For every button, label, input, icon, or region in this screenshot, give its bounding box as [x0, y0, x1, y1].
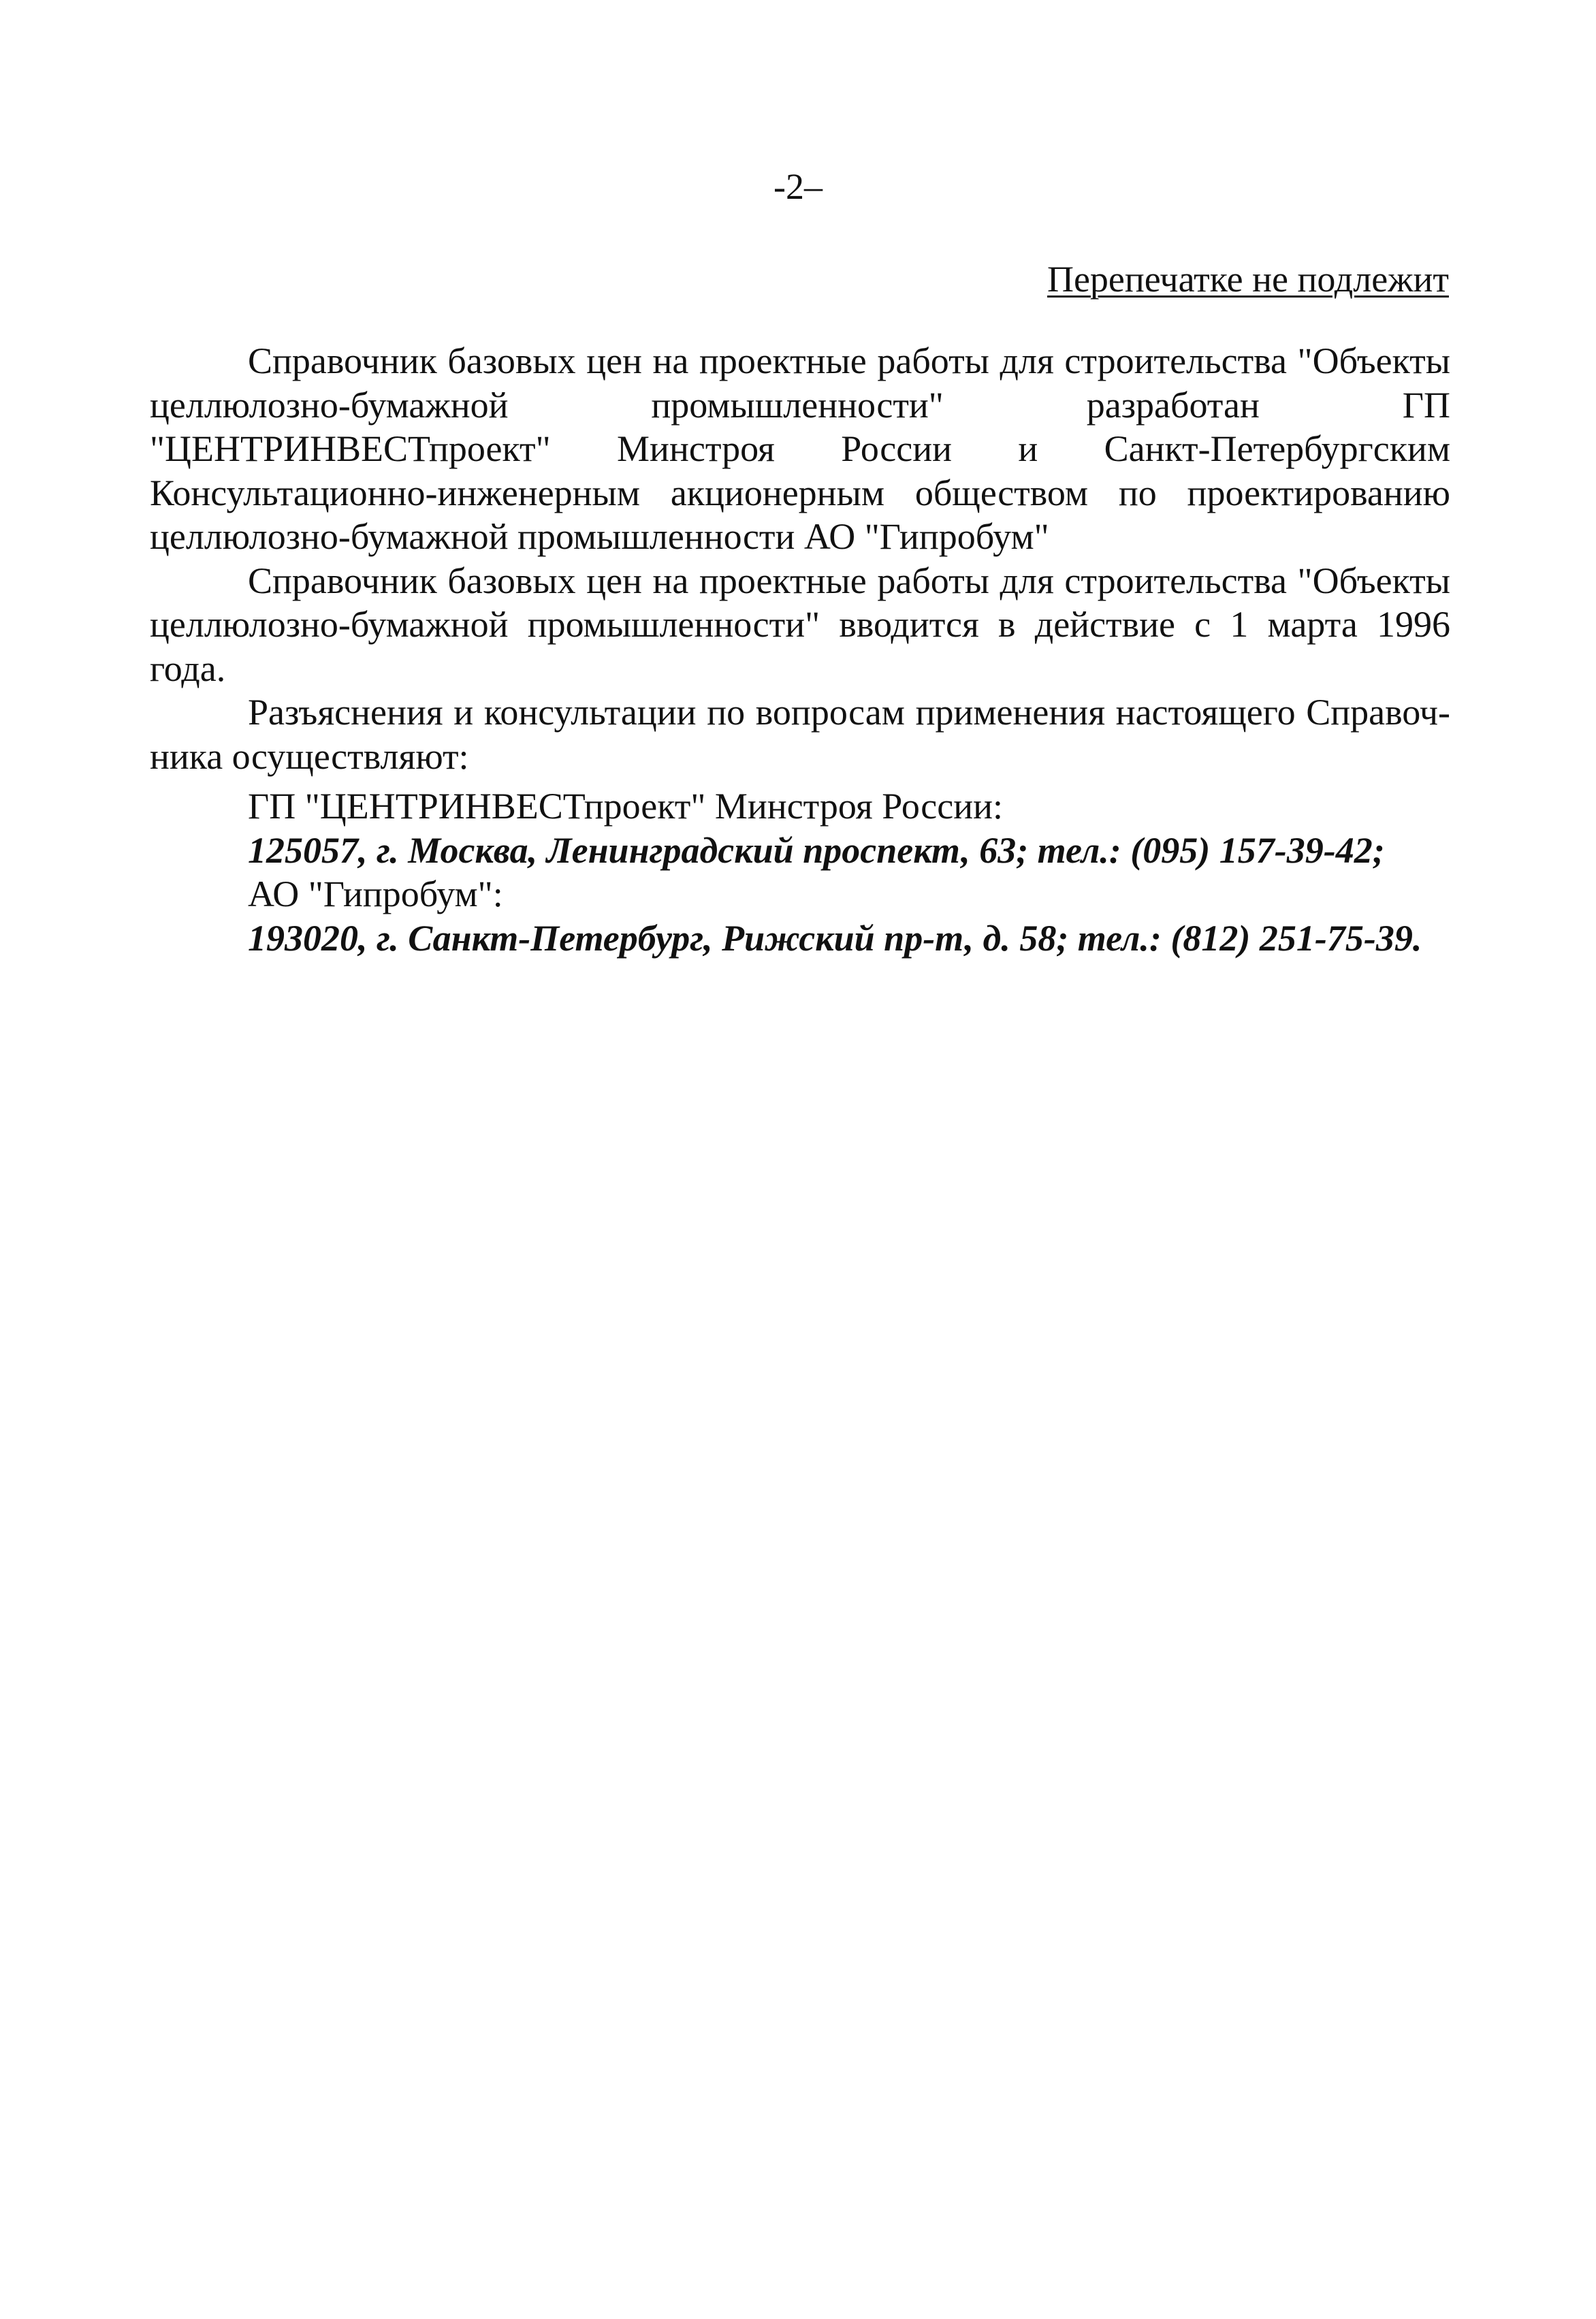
paragraph-developers: Справочник базовых цен на проектные работы для строительства "Объекты целлюлозно-бумажной промышленности" разработан ГП "ЦЕНТРИНВЕСТпроект" Минстроя России и Санкт-Петербургским Консультационно-инженерным акционерным обществом по проектированию целлюлозно-бумажной промышленности АО "Гипробум" [150, 340, 1450, 557]
paragraph-effective-date: Справочник базовых цен на проектные работы для строительства "Объекты целлюлозно-бумажной промышленности" вводится в действие с 1 марта 1996 года. [150, 560, 1450, 689]
org2-name: АО "Гипробум": [248, 874, 503, 914]
org1-address: 125057, г. Москва, Ленинградский проспект, 63; тел.: (095) 157-39-42; [248, 829, 1385, 871]
org2-address: 193020, г. Санкт-Петербург, Рижский пр-т, д. 58; тел.: (812) 251-75-39. [248, 917, 1422, 959]
paragraph-consultations: Разъяснения и консультации по вопросам применения настоящего Справочника осуществляют: [150, 692, 1450, 777]
body-text [150, 339, 1450, 778]
contacts-block [248, 784, 1460, 960]
page-number: -2– [773, 166, 823, 207]
org1-name: ГП "ЦЕНТРИНВЕСТпроект" Минстроя России: [248, 786, 1004, 827]
reprint-restriction-note: Перепечатке не подлежит [1047, 259, 1449, 300]
